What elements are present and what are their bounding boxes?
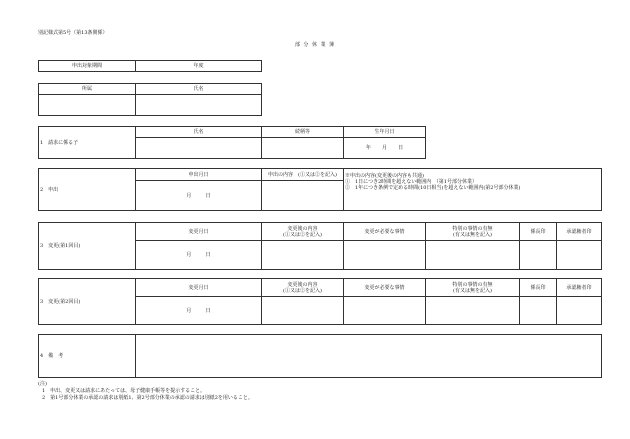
change-1-special-header-line2: (有又は無を記入): [453, 231, 492, 238]
change-1-reason-header: 変更が必要な事情: [344, 223, 426, 241]
change-1-content-cell[interactable]: [262, 241, 344, 270]
month-unit: 月: [381, 145, 387, 151]
year-unit: 年: [365, 145, 371, 151]
remarks-cell[interactable]: [136, 335, 602, 378]
month-unit: 月: [186, 307, 192, 314]
change-1-reason-cell[interactable]: [344, 241, 426, 270]
change-1-content-header: [262, 223, 344, 241]
change-2-reason-header: 変更が必要な事情: [344, 279, 426, 297]
change-2-approver-cell[interactable]: [557, 297, 602, 325]
change-1-approver-header: 承認権者印: [557, 223, 602, 241]
child-birthdate-cell[interactable]: [344, 138, 426, 159]
request-note-2: ② 1年につき条例で定める時間(10日相当)を超えない範囲内(第2号部分休業): [345, 185, 521, 191]
footnote-heading: (注): [38, 381, 47, 387]
month-unit: 月: [186, 192, 192, 199]
affiliation-value-cell[interactable]: [39, 95, 136, 116]
change-2-label: 3 変更(第2回目): [39, 279, 136, 325]
change-1-date-header: 変更月日: [136, 223, 262, 241]
remarks-table: [38, 334, 602, 378]
change-table-1: [38, 222, 602, 270]
period-table: [38, 60, 262, 72]
request-content-cell[interactable]: [262, 181, 344, 211]
affiliation-table: [38, 83, 262, 116]
change-2-content-header-line2: (①又は②を記入): [283, 287, 322, 294]
day-unit: 日: [205, 192, 211, 199]
change-2-reason-cell[interactable]: [344, 297, 426, 325]
day-unit: 日: [398, 145, 404, 151]
request-table: [38, 168, 602, 211]
month-unit: 月: [186, 252, 192, 258]
request-notes-title: ※申出の内容(変更後の内容も共通): [345, 173, 424, 179]
page-title: 部 分 休 業 簿: [294, 42, 336, 48]
change-2-date-cell[interactable]: [136, 297, 262, 325]
change-1-content-header-line1: 変更後の内容: [287, 225, 318, 232]
name-value-cell[interactable]: [136, 95, 262, 116]
change-2-stamp-header: 係長印: [520, 279, 557, 297]
child-relationship-cell[interactable]: [262, 138, 344, 159]
change-1-date-cell[interactable]: [136, 241, 262, 270]
change-1-label: 3 変更(第1回目): [39, 223, 136, 270]
footnote-1: 1 申出、変更又は請求にあたっては、母子健康手帳等を提示すること。: [42, 388, 206, 394]
child-section-label: 1 請求に係る子: [39, 127, 136, 159]
change-2-stamp-cell[interactable]: [520, 297, 557, 325]
change-2-special-cell[interactable]: [426, 297, 520, 325]
day-unit: 日: [205, 307, 211, 314]
request-section-label: 2 申出: [39, 169, 136, 211]
request-notes: [344, 169, 602, 211]
change-1-special-cell[interactable]: [426, 241, 520, 270]
change-2-special-header-line2: (有又は無を記入): [453, 287, 492, 294]
request-date-header: 申出月日: [136, 169, 262, 181]
change-1-special-header: [426, 223, 520, 241]
change-1-stamp-cell[interactable]: [520, 241, 557, 270]
period-label: 申出対象期間: [39, 61, 136, 72]
change-table-2: [38, 278, 602, 325]
change-2-date-header: 変更月日: [136, 279, 262, 297]
remarks-label: 4 備 考: [39, 335, 136, 378]
change-1-special-header-line1: 特別の事情の有無: [452, 225, 493, 232]
change-1-stamp-header: 係長印: [520, 223, 557, 241]
child-name-cell[interactable]: [136, 138, 262, 159]
change-2-special-header: [426, 279, 520, 297]
request-content-header: 申出の内容 (①又は②を記入): [262, 169, 344, 181]
affiliation-header: 所属: [39, 84, 136, 95]
day-unit: 日: [205, 252, 211, 258]
change-2-content-cell[interactable]: [262, 297, 344, 325]
child-table: [38, 126, 426, 159]
change-2-content-header-line1: 変更後の内容: [287, 281, 318, 288]
request-date-cell[interactable]: [136, 181, 262, 211]
form-number: 別記様式第5号（第13条関係）: [38, 30, 108, 36]
child-birthdate-header: 生年月日: [344, 127, 426, 138]
change-2-special-header-line1: 特別の事情の有無: [452, 281, 493, 288]
change-2-content-header: [262, 279, 344, 297]
change-2-approver-header: 承認権者印: [557, 279, 602, 297]
change-1-approver-cell[interactable]: [557, 241, 602, 270]
name-header: 氏名: [136, 84, 262, 95]
period-year-unit: 年度: [136, 61, 262, 72]
change-1-content-header-line2: (①又は②を記入): [283, 231, 322, 238]
child-relationship-header: 続柄等: [262, 127, 344, 138]
request-note-1: ① 1日につき2時間を超えない範囲内 （第1号部分休業）: [345, 179, 477, 185]
child-name-header: 氏名: [136, 127, 262, 138]
footnote-2: 2 第1号部分休業の承認の請求は別紙1、第2号部分休業の承認の請求は別紙2を用いること。: [42, 395, 253, 401]
